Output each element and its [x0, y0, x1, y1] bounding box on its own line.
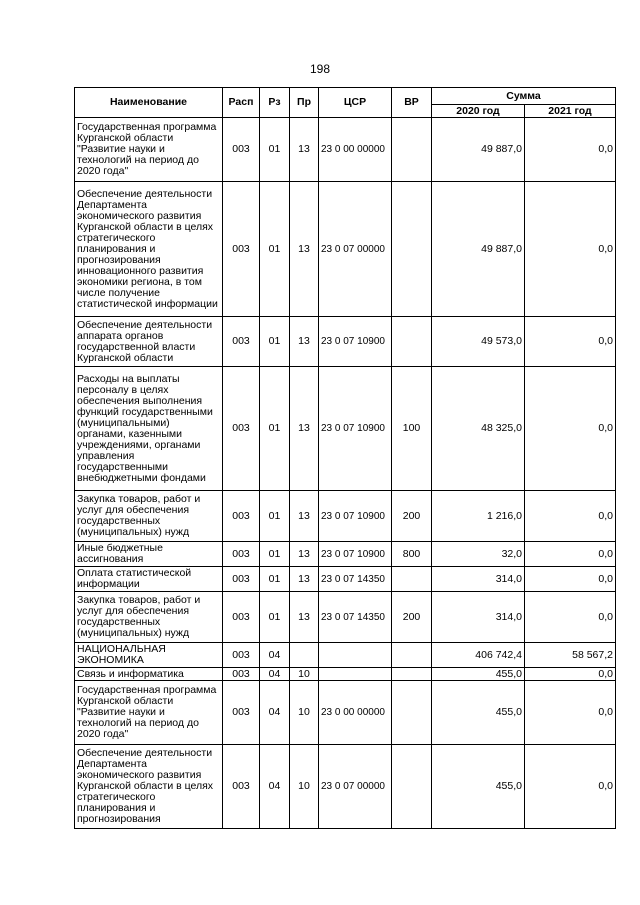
- row-csr: 23 0 07 10900: [319, 542, 392, 567]
- row-name: НАЦИОНАЛЬНАЯ ЭКОНОМИКА: [75, 643, 223, 668]
- row-rz: 04: [260, 681, 290, 745]
- row-sum-2020: 406 742,4: [432, 643, 525, 668]
- table-row: [75, 567, 616, 592]
- row-rasp: 003: [223, 567, 260, 592]
- row-vr: [392, 567, 432, 592]
- row-pr: 13: [290, 317, 319, 367]
- table-row: [75, 491, 616, 542]
- header-name: Наименование: [75, 88, 223, 118]
- row-pr: 13: [290, 367, 319, 491]
- header-year-2020: 2020 год: [432, 105, 525, 118]
- table-row: [75, 592, 616, 643]
- row-name: Государственная программа Курганской области "Развитие науки и технологий на период до 2020 года": [75, 681, 223, 745]
- row-csr: 23 0 07 10900: [319, 367, 392, 491]
- row-pr: 13: [290, 542, 319, 567]
- table-row: [75, 643, 616, 668]
- header-rz: Рз: [260, 88, 290, 118]
- row-rz: 01: [260, 592, 290, 643]
- row-rz: 01: [260, 317, 290, 367]
- table-row: [75, 317, 616, 367]
- row-pr: 10: [290, 681, 319, 745]
- header-vr: ВР: [392, 88, 432, 118]
- row-csr: 23 0 07 14350: [319, 592, 392, 643]
- row-pr: 10: [290, 745, 319, 829]
- row-name: Обеспечение деятельности аппарата органов государственной власти Курганской области: [75, 317, 223, 367]
- row-sum-2020: 49 573,0: [432, 317, 525, 367]
- row-vr: 200: [392, 491, 432, 542]
- row-sum-2020: 49 887,0: [432, 182, 525, 317]
- header-csr: ЦСР: [319, 88, 392, 118]
- header-year-2021: 2021 год: [525, 105, 616, 118]
- row-vr: [392, 745, 432, 829]
- row-name: Закупка товаров, работ и услуг для обеспечения государственных (муниципальных) нужд: [75, 592, 223, 643]
- row-name: Расходы на выплаты персоналу в целях обеспечения выполнения функций государственными (муниципальными) органами, казенными учреждениями, органами управления государственными внебюджетными фондами: [75, 367, 223, 491]
- row-rz: 01: [260, 542, 290, 567]
- header-rasp: Расп: [223, 88, 260, 118]
- row-name: Закупка товаров, работ и услуг для обеспечения государственных (муниципальных) нужд: [75, 491, 223, 542]
- row-rasp: 003: [223, 491, 260, 542]
- row-vr: [392, 668, 432, 681]
- row-csr: 23 0 07 14350: [319, 567, 392, 592]
- row-pr: 13: [290, 592, 319, 643]
- row-vr: [392, 681, 432, 745]
- row-vr: [392, 643, 432, 668]
- row-name: Обеспечение деятельности Департамента экономического развития Курганской области в целях стратегического планирования и прогнозирования инновационного развития экономики региона, в том числе получение статистической информации: [75, 182, 223, 317]
- budget-table: [74, 87, 616, 829]
- row-rz: 04: [260, 668, 290, 681]
- row-sum-2020: 455,0: [432, 745, 525, 829]
- row-vr: [392, 317, 432, 367]
- row-rasp: 003: [223, 668, 260, 681]
- row-pr: 10: [290, 668, 319, 681]
- row-sum-2020: 455,0: [432, 681, 525, 745]
- table-row: [75, 681, 616, 745]
- row-rasp: 003: [223, 643, 260, 668]
- table-row: [75, 118, 616, 182]
- row-name: Обеспечение деятельности Департамента экономического развития Курганской области в целях стратегического планирования и прогнозирования: [75, 745, 223, 829]
- row-sum-2021: 58 567,2: [525, 643, 616, 668]
- row-sum-2020: 314,0: [432, 592, 525, 643]
- row-csr: 23 0 07 00000: [319, 745, 392, 829]
- header-sum: Сумма: [432, 88, 616, 105]
- row-vr: 100: [392, 367, 432, 491]
- row-csr: [319, 668, 392, 681]
- row-sum-2021: 0,0: [525, 592, 616, 643]
- row-csr: 23 0 07 10900: [319, 491, 392, 542]
- row-csr: 23 0 07 10900: [319, 317, 392, 367]
- table-row: [75, 182, 616, 317]
- row-sum-2021: 0,0: [525, 317, 616, 367]
- table-row: [75, 367, 616, 491]
- page-number: 198: [309, 62, 331, 76]
- row-sum-2020: 32,0: [432, 542, 525, 567]
- row-csr: 23 0 00 00000: [319, 681, 392, 745]
- row-pr: 13: [290, 491, 319, 542]
- row-sum-2021: 0,0: [525, 668, 616, 681]
- row-vr: 800: [392, 542, 432, 567]
- row-pr: [290, 643, 319, 668]
- row-pr: 13: [290, 118, 319, 182]
- row-rz: 01: [260, 567, 290, 592]
- row-rz: 04: [260, 643, 290, 668]
- row-sum-2020: 49 887,0: [432, 118, 525, 182]
- row-rasp: 003: [223, 367, 260, 491]
- row-rz: 01: [260, 118, 290, 182]
- row-rasp: 003: [223, 118, 260, 182]
- row-sum-2021: 0,0: [525, 567, 616, 592]
- row-sum-2021: 0,0: [525, 367, 616, 491]
- row-name: Оплата статистической информации: [75, 567, 223, 592]
- row-rasp: 003: [223, 592, 260, 643]
- row-sum-2020: 1 216,0: [432, 491, 525, 542]
- row-sum-2021: 0,0: [525, 681, 616, 745]
- row-sum-2020: 455,0: [432, 668, 525, 681]
- row-sum-2021: 0,0: [525, 745, 616, 829]
- row-rasp: 003: [223, 542, 260, 567]
- table-row: [75, 668, 616, 681]
- row-sum-2021: 0,0: [525, 491, 616, 542]
- row-pr: 13: [290, 567, 319, 592]
- row-rasp: 003: [223, 182, 260, 317]
- row-rasp: 003: [223, 317, 260, 367]
- row-rasp: 003: [223, 681, 260, 745]
- row-vr: [392, 182, 432, 317]
- row-csr: 23 0 07 00000: [319, 182, 392, 317]
- row-sum-2021: 0,0: [525, 542, 616, 567]
- header-pr: Пр: [290, 88, 319, 118]
- row-sum-2021: 0,0: [525, 182, 616, 317]
- row-rz: 04: [260, 745, 290, 829]
- table-row: [75, 542, 616, 567]
- row-vr: [392, 118, 432, 182]
- row-csr: 23 0 00 00000: [319, 118, 392, 182]
- row-sum-2020: 48 325,0: [432, 367, 525, 491]
- row-name: Связь и информатика: [75, 668, 223, 681]
- row-vr: 200: [392, 592, 432, 643]
- row-pr: 13: [290, 182, 319, 317]
- row-name: Иные бюджетные ассигнования: [75, 542, 223, 567]
- row-rasp: 003: [223, 745, 260, 829]
- row-csr: [319, 643, 392, 668]
- row-rz: 01: [260, 182, 290, 317]
- row-name: Государственная программа Курганской области "Развитие науки и технологий на период до 2020 года": [75, 118, 223, 182]
- row-sum-2021: 0,0: [525, 118, 616, 182]
- table-body: [75, 118, 616, 829]
- row-sum-2020: 314,0: [432, 567, 525, 592]
- row-rz: 01: [260, 367, 290, 491]
- table-row: [75, 745, 616, 829]
- row-rz: 01: [260, 491, 290, 542]
